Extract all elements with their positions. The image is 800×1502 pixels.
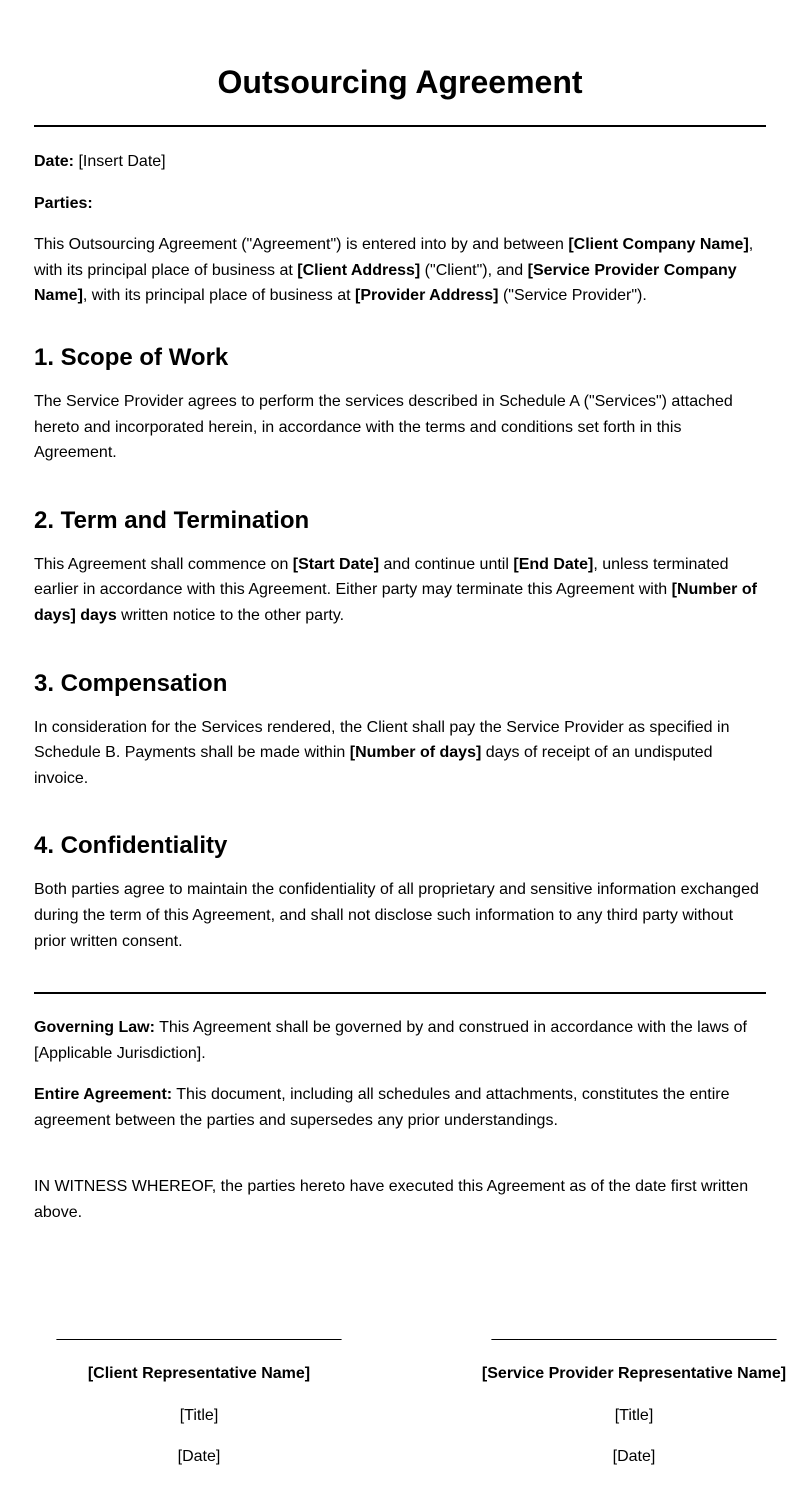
entire-agreement-clause (34, 1082, 766, 1133)
parties-heading (34, 191, 766, 217)
provider-representative-title: [Title] (614, 1406, 654, 1424)
date-label: Date: (34, 153, 75, 170)
parties-label: Parties: (34, 194, 93, 212)
term-text: written notice to the other party. (116, 606, 345, 624)
section-body-term (34, 552, 766, 629)
section-body-confidentiality: Both parties agree to maintain the confidentiality of all proprietary and sensitive information exchanged during the term of this Agreement, and shall not disclose such information to any third party without prior written consent. (34, 881, 759, 950)
document-title: Outsourcing Agreement (217, 64, 583, 100)
term-text: and continue until (379, 555, 514, 573)
client-representative-title: [Title] (179, 1406, 219, 1424)
client-signature-date: [Date] (177, 1448, 221, 1466)
intro-paragraph (34, 232, 766, 309)
client-address: [Client Address] (297, 261, 421, 279)
provider-signature-date: [Date] (612, 1448, 656, 1466)
client-company-name: [Client Company Name] (568, 236, 749, 254)
provider-representative-name: [Service Provider Representative Name] (481, 1365, 787, 1383)
compensation-text: days of receipt of an undisputed invoice. (34, 744, 713, 787)
governing-law-clause (34, 1015, 766, 1066)
governing-law-text: This Agreement shall be governed by and construed in accordance with the laws of [Applicable Jurisdiction]. (34, 1019, 747, 1062)
compensation-text: In consideration for the Services rendered, the Client shall pay the Service Provider as specified in Schedule B. Payments shall be made within (34, 718, 730, 762)
section-heading-scope: 1. Scope of Work (34, 343, 229, 371)
provider-signature-block (464, 1320, 800, 1470)
intro-text: ("Service Provider"). (498, 287, 647, 305)
entire-agreement-text: This document, including all schedules and attachments, constitutes the entire agreement between the parties and supersedes any prior understandings. (34, 1086, 730, 1129)
start-date: [Start Date] (292, 555, 380, 573)
intro-text: , with its principal place of business at (34, 236, 754, 279)
provider-company-name: [Service Provider Company Name] (34, 261, 737, 305)
governing-law-label: Governing Law: (34, 1019, 155, 1037)
section-heading-compensation: 3. Compensation (34, 669, 228, 697)
intro-text: ("Client"), and (420, 261, 528, 279)
term-text: , unless terminated earlier in accordance with this Agreement. Either party may terminate this Agreement with (34, 555, 729, 599)
client-signature-block (34, 1320, 364, 1470)
section-body-scope: The Service Provider agrees to perform the services described in Schedule A ("Services") attached hereto and incorporated herein, in accordance with the terms and conditions set forth in this Agreement. (34, 392, 733, 462)
section-heading-confidentiality: 4. Confidentiality (34, 832, 228, 860)
section-divider (34, 992, 766, 994)
date-line (34, 149, 766, 175)
witness-statement: IN WITNESS WHEREOF, the parties hereto have executed this Agreement as of the date first written above. (34, 1178, 749, 1222)
intro-text: , with its principal place of business at (82, 287, 356, 305)
provider-address: [Provider Address] (355, 287, 499, 305)
date-value: [Insert Date] (74, 153, 166, 170)
notice-days: [Number of days] days (34, 581, 757, 624)
signature-line: ________________________________ (56, 1323, 342, 1341)
end-date: [End Date] (513, 555, 594, 573)
payment-days: [Number of days] (349, 744, 482, 762)
section-body-compensation (34, 715, 766, 792)
client-representative-name: [Client Representative Name] (87, 1365, 311, 1383)
signature-area (34, 1320, 787, 1470)
entire-agreement-label: Entire Agreement: (34, 1086, 173, 1104)
signature-line: ________________________________ (491, 1323, 777, 1341)
section-heading-term: 2. Term and Termination (34, 506, 310, 534)
intro-text: This Outsourcing Agreement ("Agreement") is entered into by and between (34, 236, 569, 254)
title-divider (34, 125, 766, 127)
document-page (34, 0, 787, 1470)
term-text: This Agreement shall commence on (34, 555, 293, 573)
